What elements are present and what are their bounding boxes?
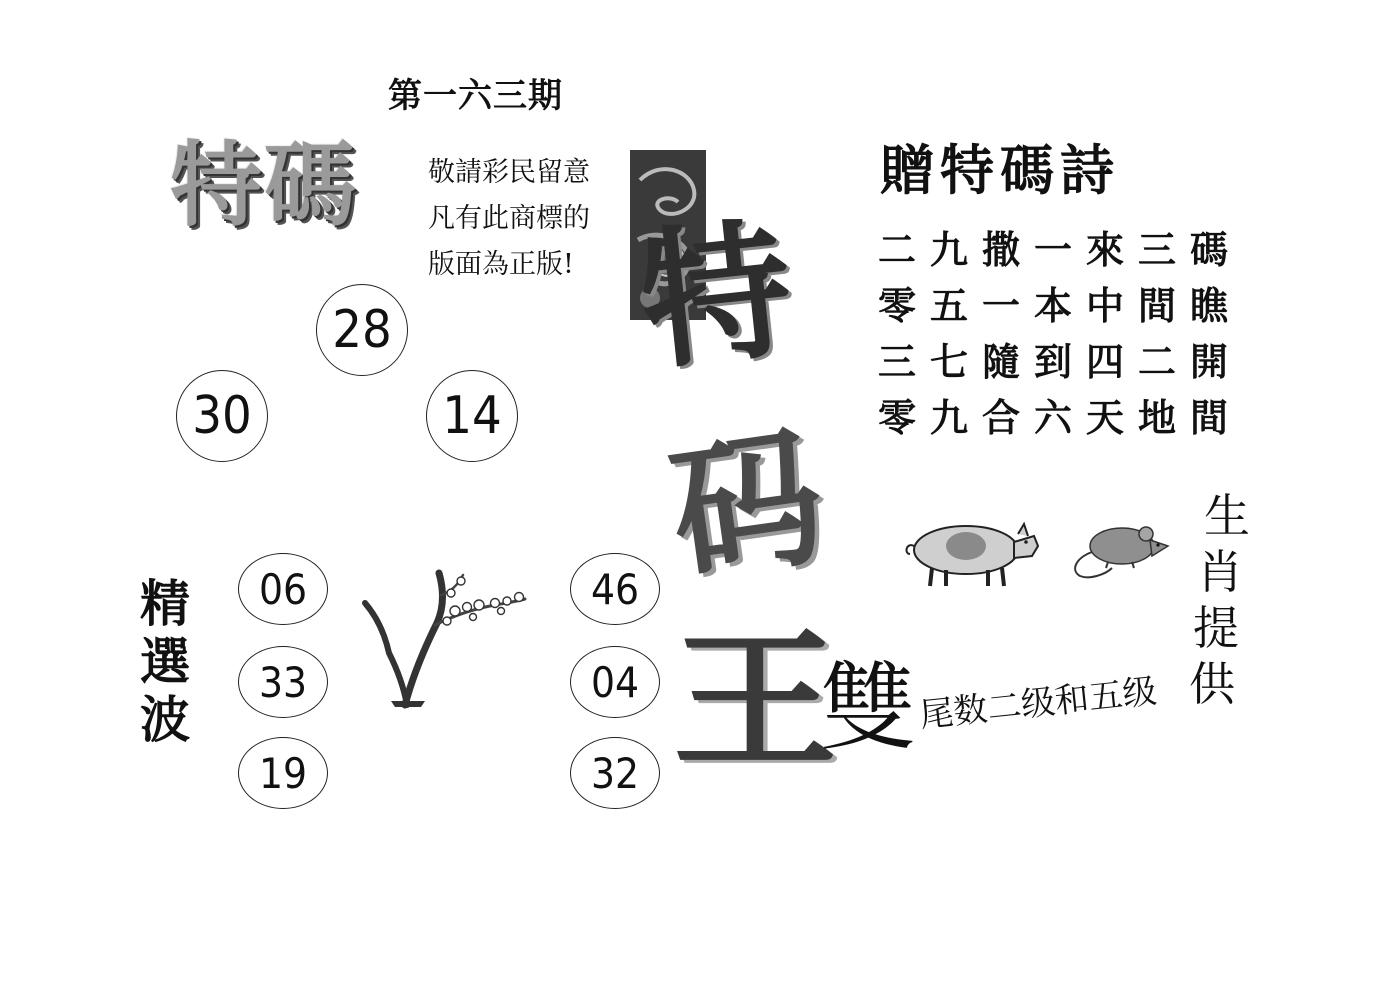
- poem-line-2: 零五一本中間瞧: [878, 283, 1243, 328]
- notice-line-2: 凡有此商標的: [428, 203, 590, 234]
- zodiac-hint-char-2: 肖: [1197, 545, 1243, 599]
- wave-right-number-3: 32: [570, 737, 660, 809]
- poem-title: 贈特碼詩: [880, 138, 1120, 202]
- issue-label: 第一六三期: [388, 76, 563, 116]
- poem-line-3: 三七隨到四二開: [878, 339, 1243, 384]
- brand-logo-char-2: 码: [660, 408, 834, 604]
- authenticity-notice: [428, 150, 624, 288]
- zodiac-hint-char-4: 供: [1189, 657, 1235, 711]
- wave-left-number-3: 19: [238, 737, 328, 809]
- selected-wave-label: 精選波: [140, 574, 190, 749]
- zodiac-hint-char-3: 提: [1193, 601, 1239, 655]
- poem-line-4: 零九合六天地間: [878, 395, 1243, 440]
- double-tail-prefix: 雙: [820, 652, 916, 764]
- zodiac-hint-label: [1190, 488, 1250, 712]
- tail-number-hint: 尾数二级和五级: [917, 671, 1159, 737]
- zodiac-hint-char-1: 生: [1204, 489, 1250, 543]
- special-number-2: 30: [176, 370, 268, 462]
- notice-line-3: 版面為正版!: [428, 249, 574, 280]
- plum-branch-illustration: [355, 565, 535, 715]
- brand-logo-char-1: 特: [632, 200, 801, 392]
- poem-body: [878, 222, 1242, 446]
- wave-left-number-1: 06: [238, 553, 328, 625]
- notice-line-1: 敬請彩民留意: [428, 157, 590, 188]
- special-number-1: 28: [316, 284, 408, 376]
- poem-line-1: 二九撒一來三碼: [878, 227, 1243, 272]
- wave-right-number-1: 46: [570, 553, 660, 625]
- wave-left-number-2: 33: [238, 646, 328, 718]
- wave-right-number-2: 04: [570, 646, 660, 718]
- pig-icon: [896, 512, 1046, 590]
- rat-icon: [1066, 518, 1170, 584]
- special-number-3: 14: [426, 370, 518, 462]
- brand-logo-char-3: 王: [672, 613, 838, 789]
- special-code-title: 特碼: [170, 131, 359, 239]
